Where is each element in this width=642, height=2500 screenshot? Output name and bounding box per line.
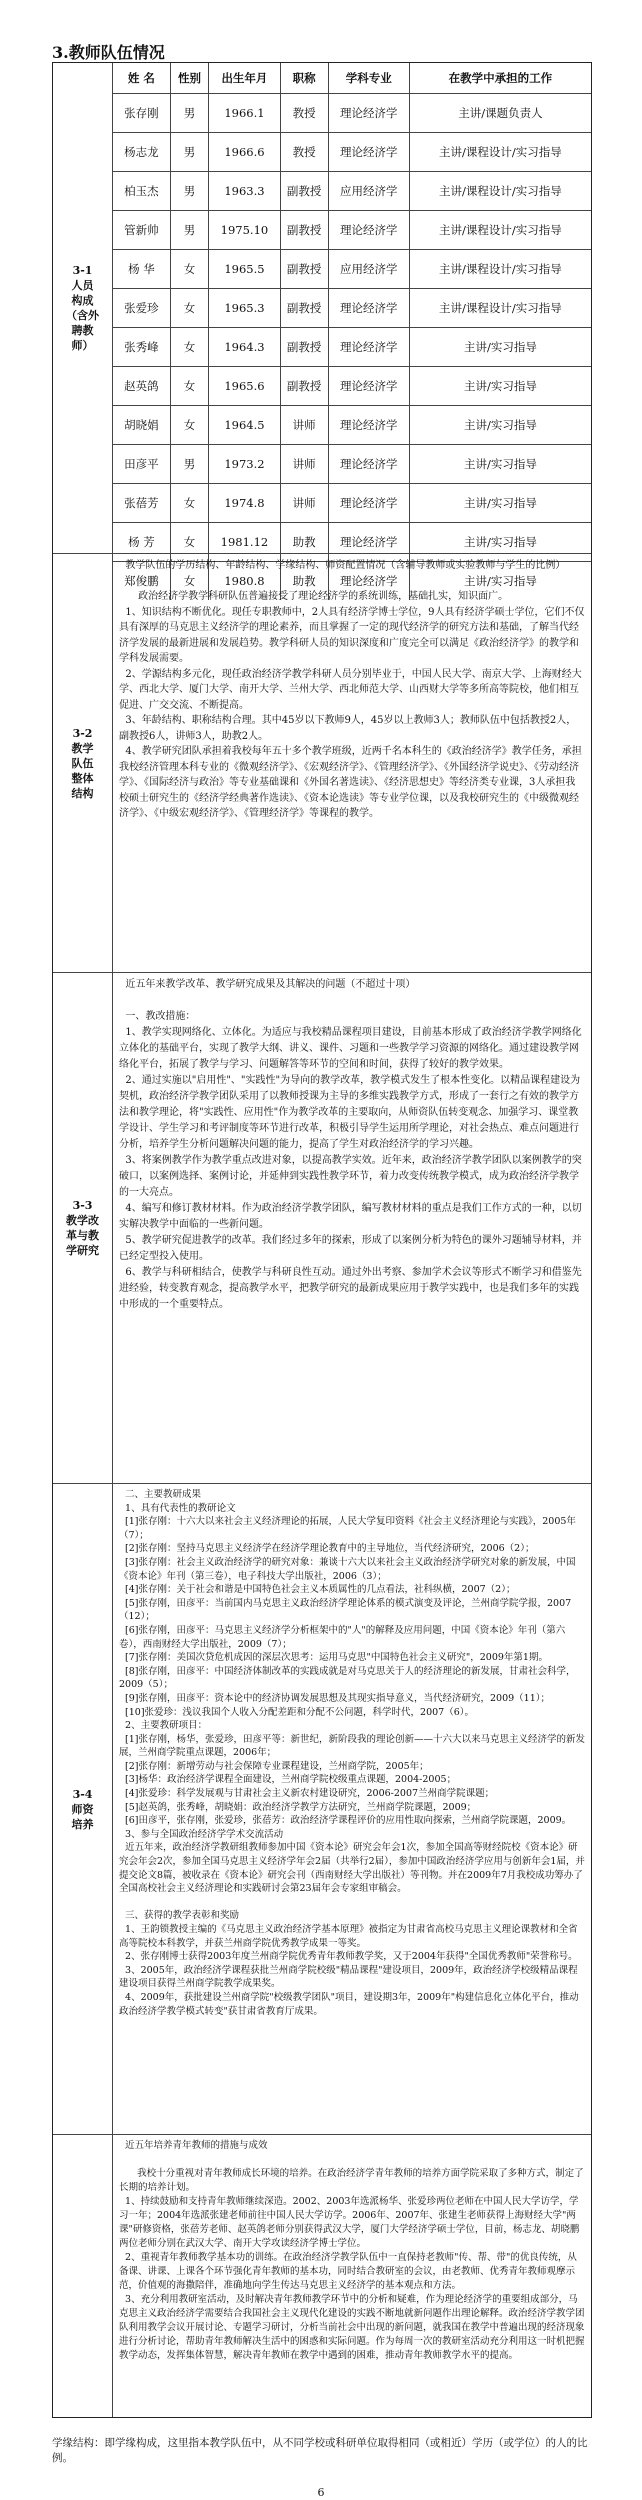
- staff-cell: 主讲/课程设计/实习指导: [409, 250, 591, 289]
- staff-cell: 助教: [280, 562, 328, 601]
- section-3-3: [53, 972, 591, 1483]
- staff-cell: 张存刚: [113, 94, 170, 133]
- staff-cell: 主讲/课程设计/实习指导: [409, 289, 591, 328]
- staff-cell: 张秀峰: [113, 328, 170, 367]
- section-3-3-text: 近五年来教学改革、教学研究成果及其解决的问题（不超过十项） 一、教改措施： 1、教学实现网络化、立体化。为适应与我校精品课程项目建设，目前基本形成了政治经济学教学网络化立体化的基础平台，实现了教学大纲、讲义、课件、习题和一些教学学习资源的网络化。通过建设教学网络化平台，拓展了教学与学习、问题解答等环节的空间和时间，获得了较好的教学效果。 2、通过实施以"启用性"、"实践性"为导向的教学改革，教学模式发生了根本性变化。以精品课程建设为契机，政治经济学教学团队采用了以教师授课为主导的多维实践教学方式，形成了一套行之有效的教学方法和教学理论，将"实践性、应用性"作为教学改革的主要取向，从师资队伍转变观念、加强学习、课堂教学设计、学生学习和考评制度等环节进行改革，积极引导学生运用所学理论，对社会热点、难点问题进行分析，培养学生分析问题解决问题的能力，提高了学生对政治经济学的学习兴趣。 3、将案例教学作为教学重点改进对象，以提高教学实效。近年来，政治经济学教学团队以案例教学的突破口，以案例选择、案例讨论，并延伸到实践性教学环节，着力改变传统教学模式，成为政治经济学教学的一大亮点。 4、编写和修订教材材料。作为政治经济学教学团队，编写教材材料的重点是我们工作方式的一种，以切实解决教学中面临的一些新问题。 5、教学研究促进教学的改革。我们经过多年的探索，形成了以案例分析为特色的课外习题辅导材料，并已经定型投入使用。 6、教学与科研相结合，使教学与科研良性互动。通过外出考察、参加学术会议等形式不断学习和借鉴先进经验，转变教育观念，提高教学水平，把教学研究的最新成果应用于教学实践中，也是我们多年的实践中形成的一个重要特点。: [119, 979, 582, 1310]
- staff-row: [113, 289, 591, 328]
- staff-cell: 应用经济学: [328, 250, 409, 289]
- staff-row: [113, 406, 591, 445]
- staff-cell: 女: [170, 289, 208, 328]
- staff-row: [113, 172, 591, 211]
- staff-cell: 理论经济学: [328, 562, 409, 601]
- staff-row: [113, 484, 591, 523]
- staff-header-cell: 职称: [280, 63, 328, 94]
- staff-cell: 女: [170, 562, 208, 601]
- staff-cell: 女: [170, 406, 208, 445]
- staff-cell: 赵英鸽: [113, 367, 170, 406]
- staff-cell: 1973.2: [209, 445, 281, 484]
- staff-cell: 杨 芳: [113, 523, 170, 562]
- staff-cell: 副教授: [280, 250, 328, 289]
- staff-cell: 1965.6: [209, 367, 281, 406]
- staff-cell: 柏玉杰: [113, 172, 170, 211]
- section-3-2-text: 教学队伍的学历结构、年龄结构、学缘结构、师资配置情况（含辅导教师或实验教师与学生的比例） 政治经济学教学科研队伍普遍接受了理论经济学的系统训练，基础扎实，知识面广。 1、知识结构不断优化。现任专职教师中，2人具有经济学博士学位，9人具有经济学硕士学位，它们不仅具有深厚的马克思主义经济学的理论素养，而且掌握了一定的现代经济学的研究方法和基础，了解当代经济学发展的最新进展和发展趋势。教学科研人员的知识深度和广度完全可以满足《政治经济学》的教学和学科发展需要。 2、学源结构多元化，现任政治经济学教学科研人员分别毕业于，中国人民大学、南京大学、上海财经大学、西北大学、厦门大学、南开大学、兰州大学、西北师范大学、山西财大学等多所高等院校，他们相互促进、广交交流、不断提高。 3、年龄结构、职称结构合理。其中45岁以下教师9人，45岁以上教师3人；教师队伍中包括教授2人，副教授6人，讲师3人，助教2人。 4、教学研究团队承担着我校每年五十多个教学班级，近两千名本科生的《政治经济学》教学任务，承担我校经济管理本科专业的《微观经济学》、《宏观经济学》、《管理经济学》、《外国经济学说史》、《劳动经济学》、《国际经济与政治》等专业基础课和《外国名著选读》、《经济思想史》等经济类专业课，3人承担我校硕士研究生的《经济学经典著作选读》、《资本论选读》等专业学位课，以及我校研究生的《中级微观经济学》、《中级宏观经济学》、《管理经济学》等课程的教学。: [119, 560, 585, 819]
- staff-cell: 张爱珍: [113, 289, 170, 328]
- footnote: 学缘结构：即学缘构成，这里指本教学队伍中，从不同学校或科研单位取得相同（或相近）学历（或学位）的人的比例。: [52, 2437, 588, 2464]
- staff-cell: 男: [170, 211, 208, 250]
- staff-cell: 主讲/实习指导: [409, 484, 591, 523]
- staff-row: [113, 367, 591, 406]
- staff-cell: 主讲/课程设计/实习指导: [409, 172, 591, 211]
- section-3-5-text: 近五年培养青年教师的措施与成效 我校十分重视对青年教师成长环境的培养。在政治经济学青年教师的培养方面学院采取了多种方式，制定了长期的培养计划。 1、持续鼓励和支持青年教师继续深造。2002、2003年选派杨华、张爱珍两位老师在中国人民大学访学，学习一年；2004年选派张建老师前往中国人民大学访学。2006年、2007年、张建生老师获得上海财经大学"两课"研修资格，张蓓芳老师、赵英鸽老师分别获得武汉大学，厦门大学经济学硕士学位，目前，杨志龙、胡晓鹏两位老师分别在武汉大学、南开大学攻读经济学博士学位。 2、重视青年教师教学基本功的训练。在政治经济学教学队伍中一直保持老教师"传、帮、带"的优良传统，从备课、讲课、上课各个环节强化青年教师的基本功，同时结合教研室的会议，由老教师、优秀青年教师观摩示范，价值观的海撒陪伴，准确地向学生传达马克思主义经济学的基本观点和方法。 3、充分利用教研室活动，及时解决青年教师教学环节中的分析和疑难，作为理论经济学的重要组成部分，马克思主义政治经济学需要结合我国社会主义现代化建设的实践不断地就新问题作出理论解释。政治经济学教学团队利用教学会议开展讨论、专题学习研讨，分析当前社会中出现的新问题，就我国在教学中普遍出现的经济现象进行分析讨论，帮助青年教师解决生活中的困惑和实际问题。作为每周一次的教研室活动充分利用这一时机把握教学动态，发挥集体智慧，解决青年教师在教学中遇到的困难，推动青年教师教学水平的提高。: [119, 2140, 585, 2361]
- staff-cell: 男: [170, 172, 208, 211]
- section-3-1: [53, 63, 591, 588]
- staff-cell: 主讲/课题负责人: [409, 94, 591, 133]
- staff-cell: 杨志龙: [113, 133, 170, 172]
- staff-cell: 主讲/实习指导: [409, 367, 591, 406]
- staff-cell: 副教授: [280, 367, 328, 406]
- staff-cell: 教授: [280, 133, 328, 172]
- section-heading: 3.教师队伍情况: [52, 43, 165, 62]
- staff-cell: 理论经济学: [328, 445, 409, 484]
- staff-cell: 男: [170, 445, 208, 484]
- section-3-3-label: 3-3 教学改 革与教 学研究: [53, 973, 113, 1483]
- staff-row: [113, 250, 591, 289]
- staff-cell: 1980.8: [209, 562, 281, 601]
- staff-cell: 副教授: [280, 172, 328, 211]
- staff-header-cell: 在教学中承担的工作: [409, 63, 591, 94]
- staff-row: [113, 211, 591, 250]
- staff-cell: 女: [170, 367, 208, 406]
- staff-cell: 理论经济学: [328, 367, 409, 406]
- staff-header-cell: 出生年月: [209, 63, 281, 94]
- staff-header-cell: 性别: [170, 63, 208, 94]
- staff-cell: 1965.5: [209, 250, 281, 289]
- staff-header-cell: 学科专业: [328, 63, 409, 94]
- staff-cell: 理论经济学: [328, 523, 409, 562]
- section-3-5-label: [53, 2135, 113, 2417]
- staff-cell: 1964.5: [209, 406, 281, 445]
- section-3-4: [53, 1483, 591, 2134]
- staff-cell: 张蓓芳: [113, 484, 170, 523]
- staff-row: [113, 94, 591, 133]
- staff-table-header: [113, 63, 591, 94]
- staff-cell: 理论经济学: [328, 328, 409, 367]
- staff-cell: 理论经济学: [328, 406, 409, 445]
- staff-cell: 助教: [280, 523, 328, 562]
- staff-cell: 理论经济学: [328, 289, 409, 328]
- staff-cell: 副教授: [280, 211, 328, 250]
- staff-cell: 理论经济学: [328, 484, 409, 523]
- staff-cell: 1964.3: [209, 328, 281, 367]
- staff-cell: 1974.8: [209, 484, 281, 523]
- staff-cell: 主讲/实习指导: [409, 328, 591, 367]
- staff-row: [113, 133, 591, 172]
- staff-cell: 女: [170, 328, 208, 367]
- staff-cell: 1963.3: [209, 172, 281, 211]
- staff-cell: 理论经济学: [328, 133, 409, 172]
- staff-cell: 理论经济学: [328, 94, 409, 133]
- section-3-2-label: 3-2 教学 队伍 整体 结构: [53, 554, 113, 972]
- staff-cell: 理论经济学: [328, 211, 409, 250]
- staff-cell: 主讲/课程设计/实习指导: [409, 211, 591, 250]
- staff-cell: 胡晓娟: [113, 406, 170, 445]
- staff-cell: 主讲/实习指导: [409, 445, 591, 484]
- staff-row: [113, 445, 591, 484]
- staff-cell: 1966.6: [209, 133, 281, 172]
- section-3-2: [53, 553, 591, 972]
- page-number: 6: [317, 2486, 325, 2499]
- staff-cell: 杨 华: [113, 250, 170, 289]
- staff-cell: 1966.1: [209, 94, 281, 133]
- staff-cell: 副教授: [280, 328, 328, 367]
- staff-row: [113, 328, 591, 367]
- staff-cell: 郑俊鹏: [113, 562, 170, 601]
- staff-cell: 主讲/实习指导: [409, 523, 591, 562]
- section-3-4-text: 二、主要教研成果 1、具有代表性的教研论文 [1]张存刚：十六大以来社会主义经济理论的拓展，人民大学复印资料《社会主义经济理论与实践》，2005年（7）； [2]张存刚：坚持马克思主义经济学在经济学理论教育中的主导地位，当代经济研究，2006（2）； [3]张存刚：社会主义政治经济学的研究对象：兼谈十六大以来社会主义政治经济学研究对象的新发展，中国《资本论》年刊（第三卷），电子科技大学出版社，2006（3）； [4]张存刚：关于社会和谐是中国特色社会主义本质属性的几点看法，社科纵横，2007（2）； [5]张存刚，田彦平：当前国内马克思主义政治经济学理论体系的模式演变及评论，兰州商学院学报，2007（12）； [6]张存刚，田彦平：马克思主义经济学分析框架中的"人"的解释及应用问题，中国《资本论》年刊（第六卷），西南财经大学出版社，2009（7）； [7]张存刚：美国次贷危机成因的深层次思考：运用马克思"中国特色社会主义研究"，2009年第1期。 [8]张存刚，田彦平：中国经济体制改革的实践成就是对马克思关于人的经济理论的新发展，甘肃社会科学，2009（5）； [9]张存刚，田彦平：资本论中的经济协调发展思想及其现实指导意义，当代经济研究，2009（11）； [10]张爱珍：浅议我国个人收入分配差距和分配不公问题，科学时代，2007（6）。 2、主要教研项目： [1]张存刚，杨华，张爱珍，田彦平等：新世纪，新阶段我的理论创新——十六大以来马克思主义经济学的新发展，兰州商学院重点课题，2006年； [2]张存刚：新增劳动与社会保障专业课程建设，兰州商学院，2005年； [3]杨华：政治经济学课程全面建设，兰州商学院校级重点课题，2004-2005； [4]张爱珍：科学发展观与甘肃社会主义新农村建设研究，2006-2007兰州商学院课题； [5]赵英鸽，张秀峰，胡晓娟：政治经济学教学方法研究，兰州商学院课题，2009； [6]田彦平，张存刚，张爱珍，张蓓芳：政治经济学课程评价的应用性取向探索，兰州商学院课题，2009。 3、参与全国政治经济学学术交流活动 近五年来，政治经济学教研组教师参加中国《资本论》研究会年会1次，参加全国高等财经院校《资本论》研究会年会2次，参加全国马克思主义经济学年会2届（共举行2届），参加中国政治经济学应用与创新年会1届，并提交论文8篇，被收录在《资本论》研究会刊（西南财经大学出版社）等刊物。并在2009年7月我校成功筹办了全国高校社会主义经济理论和实践研讨会第23届年会专家组审稿会。 三、获得的教学表彰和奖励 1、王韵锁教授主编的《马克思主义政治经济学基本原理》被指定为甘肃省高校马克思主义理论课教材和全省高等院校本科教学，并获兰州商学院优秀教学成果一等奖。 2、张存刚博士获得2003年度兰州商学院优秀青年教师教学奖，又于2004年获得"全国优秀教师"荣誉称号。 3、2005年，政治经济学课程获批兰州商学院校级"精品课程"建设项目，2009年，政治经济学校级精品课程建设项目获得兰州商学院教学成果奖。 4、2009年，获批建设兰州商学院"校级教学团队"项目，建设期3年，2009年"构建信息化立体化平台，推动政治经济学教学模式转变"获甘肃省教育厅成果。: [119, 1489, 586, 2017]
- staff-cell: 教授: [280, 94, 328, 133]
- staff-header-cell: 姓 名: [127, 71, 155, 85]
- staff-cell: 应用经济学: [328, 172, 409, 211]
- section-3-1-label: 3-1 人员 构成 （含外 聘教 师）: [53, 63, 113, 553]
- staff-cell: 1965.3: [209, 289, 281, 328]
- staff-cell: 田彦平: [113, 445, 170, 484]
- staff-cell: 讲师: [280, 406, 328, 445]
- staff-table: [113, 63, 591, 600]
- staff-cell: 副教授: [280, 289, 328, 328]
- staff-cell: 主讲/实习指导: [409, 562, 591, 601]
- staff-cell: 男: [170, 133, 208, 172]
- section-3-4-label: 3-4 师资 培养: [53, 1484, 113, 2134]
- staff-cell: 主讲/课程设计/实习指导: [409, 133, 591, 172]
- section-3-5: [53, 2134, 591, 2417]
- staff-cell: 男: [170, 94, 208, 133]
- staff-cell: 女: [170, 523, 208, 562]
- teacher-team-table: [52, 62, 592, 2418]
- staff-cell: 讲师: [280, 445, 328, 484]
- staff-cell: 女: [170, 250, 208, 289]
- staff-cell: 主讲/实习指导: [409, 406, 591, 445]
- staff-cell: 1981.12: [209, 523, 281, 562]
- staff-table-body: [113, 94, 591, 601]
- staff-cell: 女: [170, 484, 208, 523]
- staff-cell: 讲师: [280, 484, 328, 523]
- staff-cell: 管新帅: [113, 211, 170, 250]
- staff-cell: 1975.10: [209, 211, 281, 250]
